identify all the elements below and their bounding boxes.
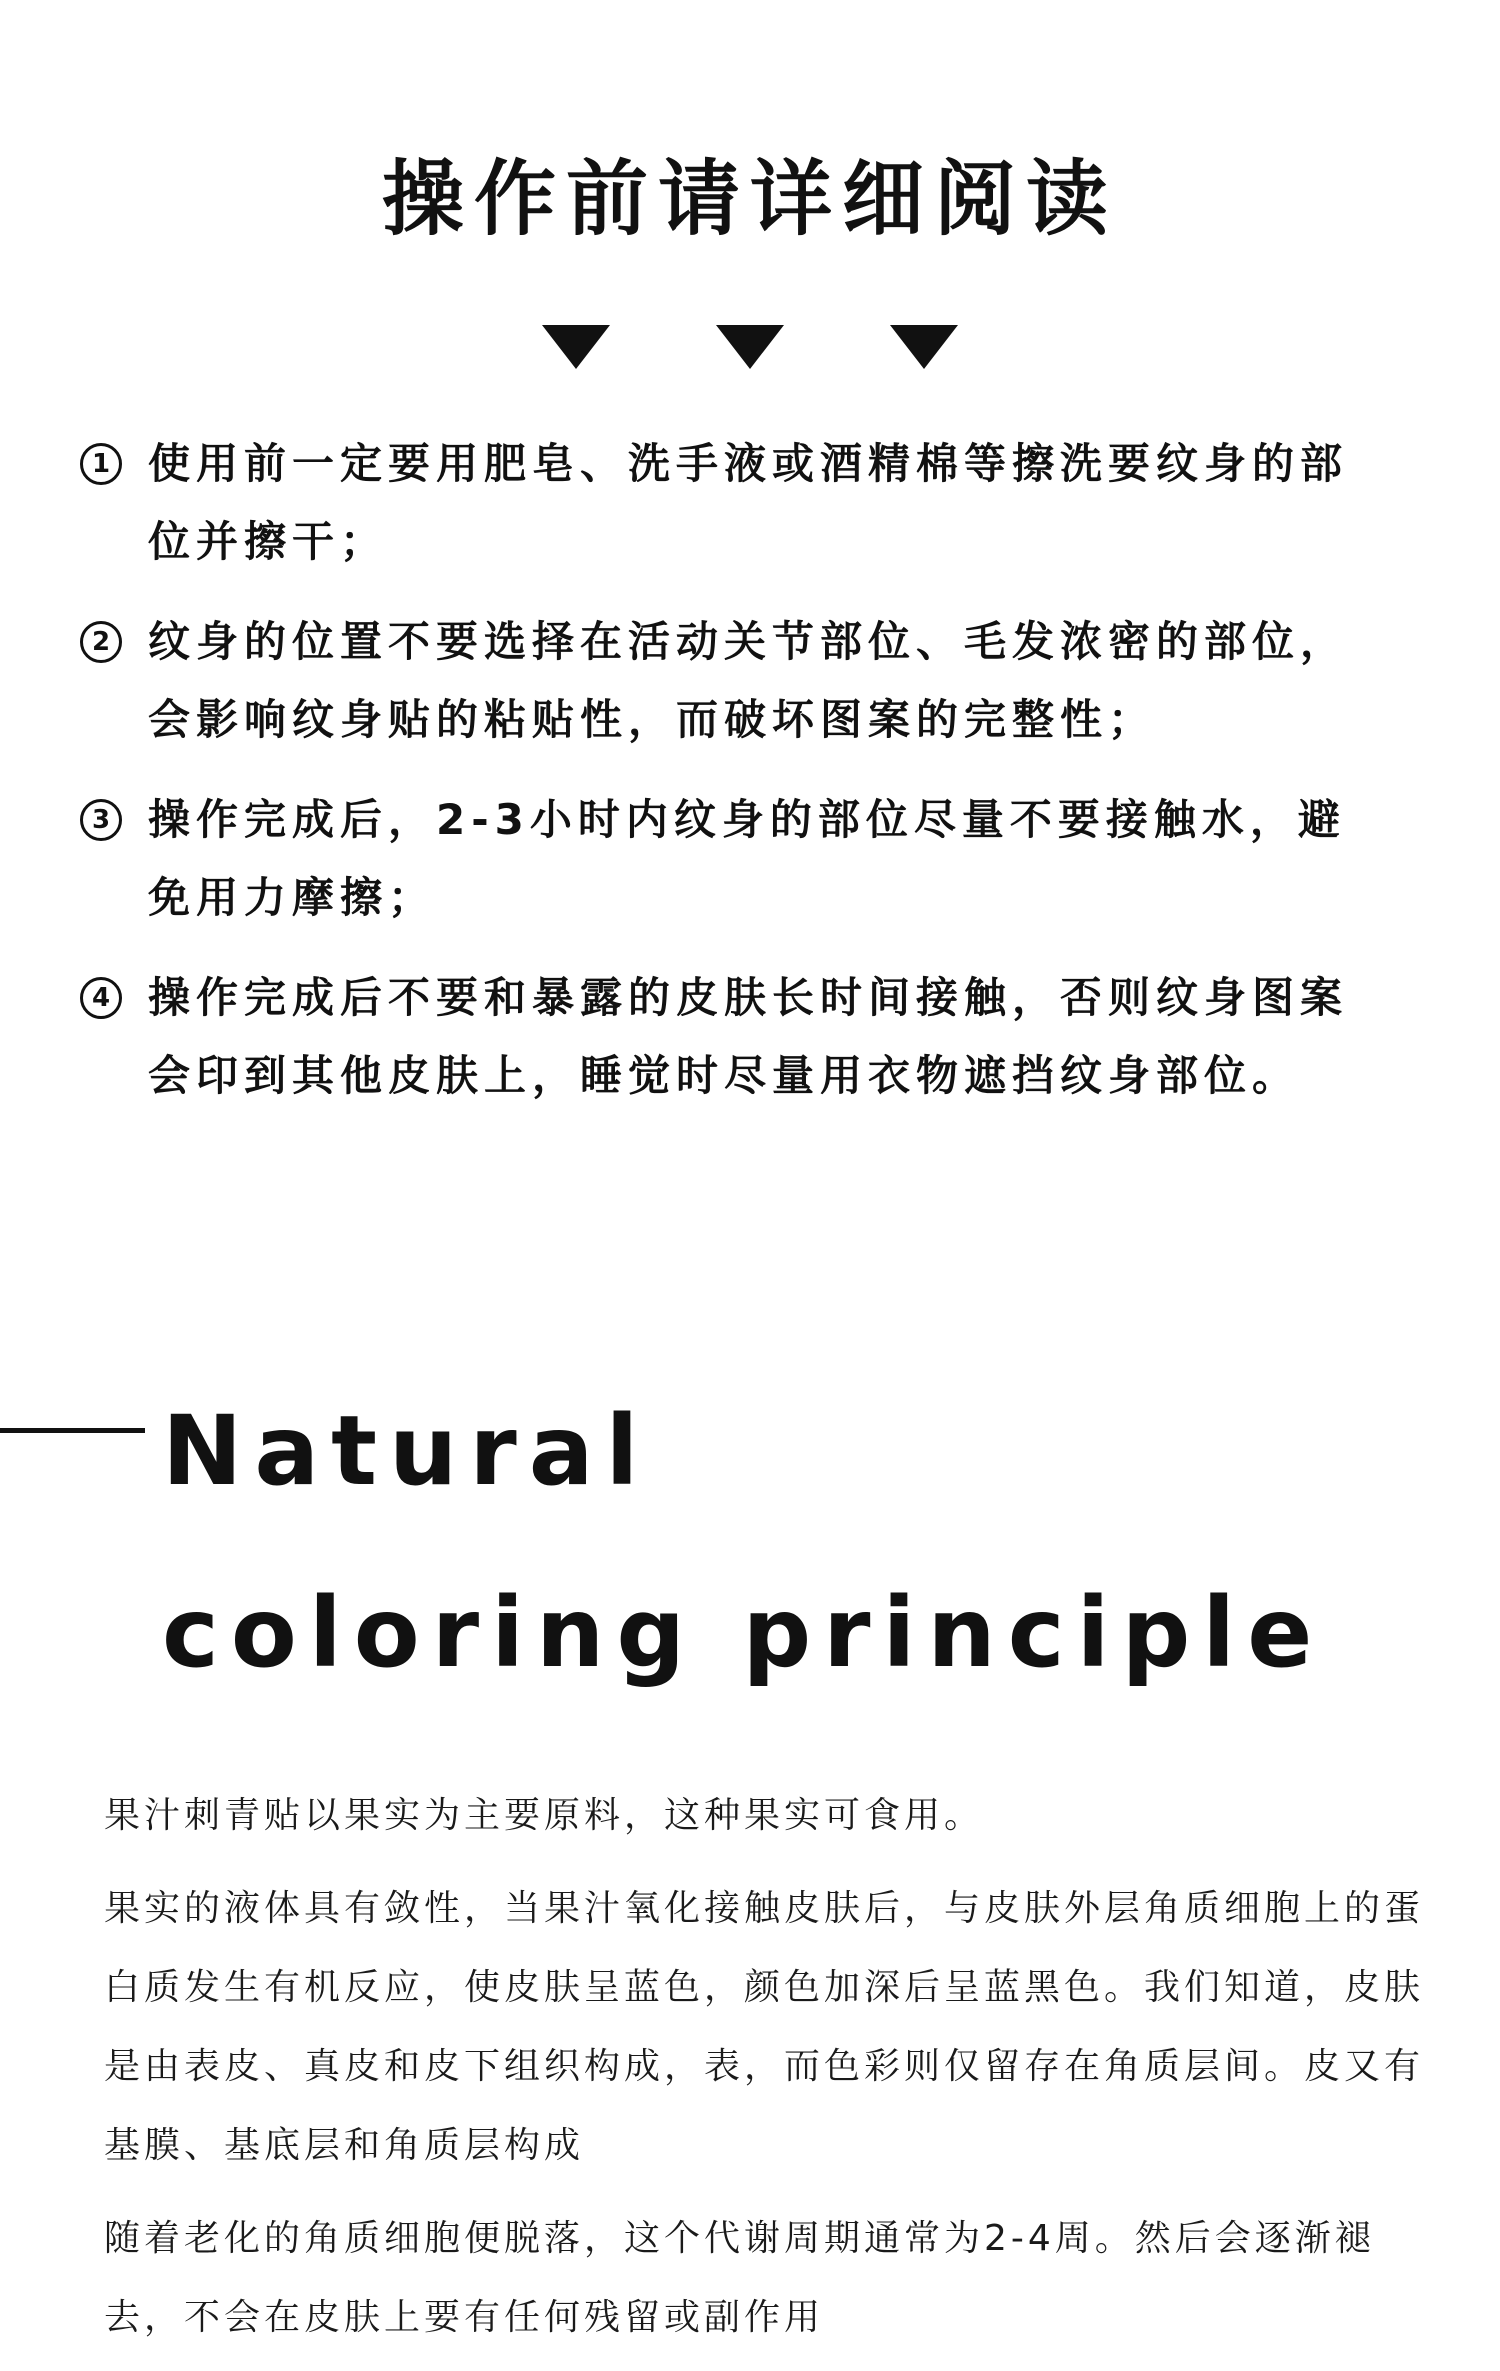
circled-number: 2 xyxy=(80,621,122,663)
circled-number: 1 xyxy=(80,443,122,485)
triangle-down-icon xyxy=(890,325,958,369)
instruction-item xyxy=(80,425,1460,581)
instruction-text: 纹身的位置不要选择在活动关节部位、毛发浓密的部位，会影响纹身贴的粘贴性，而破坏图案的完整性； xyxy=(148,617,1349,744)
triangle-down-icon xyxy=(542,325,610,369)
instruction-list xyxy=(80,425,1460,1137)
triangle-down-icon xyxy=(716,325,784,369)
instruction-item xyxy=(80,781,1460,937)
paragraph: 果汁刺青贴以果实为主要原料，这种果实可食用。 xyxy=(104,1795,985,1836)
heading-rule xyxy=(0,1428,145,1433)
instruction-text: 使用前一定要用肥皂、洗手液或酒精棉等擦洗要纹身的部位并擦干； xyxy=(148,439,1349,566)
section-heading xyxy=(162,1360,1462,1724)
paragraph: 随着老化的角质细胞便脱落，这个代谢周期通常为2-4周。然后会逐渐褪去，不会在皮肤上要有任何残留或副作用 xyxy=(104,2218,1375,2338)
section-heading-line: Natural xyxy=(162,1395,651,1507)
instruction-item xyxy=(80,959,1460,1115)
instruction-item xyxy=(80,603,1460,759)
principle-text xyxy=(104,1776,1434,2371)
circled-number: 4 xyxy=(80,977,122,1019)
instruction-text: 操作完成后不要和暴露的皮肤长时间接触，否则纹身图案会印到其他皮肤上，睡觉时尽量用衣物遮挡纹身部位。 xyxy=(148,973,1349,1100)
page-title: 操作前请详细阅读 xyxy=(381,152,1118,247)
paragraph: 果实的液体具有敛性，当果汁氧化接触皮肤后，与皮肤外层角质细胞上的蛋白质发生有机反应，使皮肤呈蓝色，颜色加深后呈蓝黑色。我们知道，皮肤是由表皮、真皮和皮下组织构成，表，而色彩则仅留存在角质层间。皮又有基膜、基底层和角质层构成 xyxy=(104,1888,1425,2166)
down-arrows xyxy=(0,325,1500,369)
circled-number: 3 xyxy=(80,799,122,841)
section-heading-line: coloring principle xyxy=(162,1577,1325,1689)
instruction-text: 操作完成后，2-3小时内纹身的部位尽量不要接触水，避免用力摩擦； xyxy=(148,795,1346,922)
